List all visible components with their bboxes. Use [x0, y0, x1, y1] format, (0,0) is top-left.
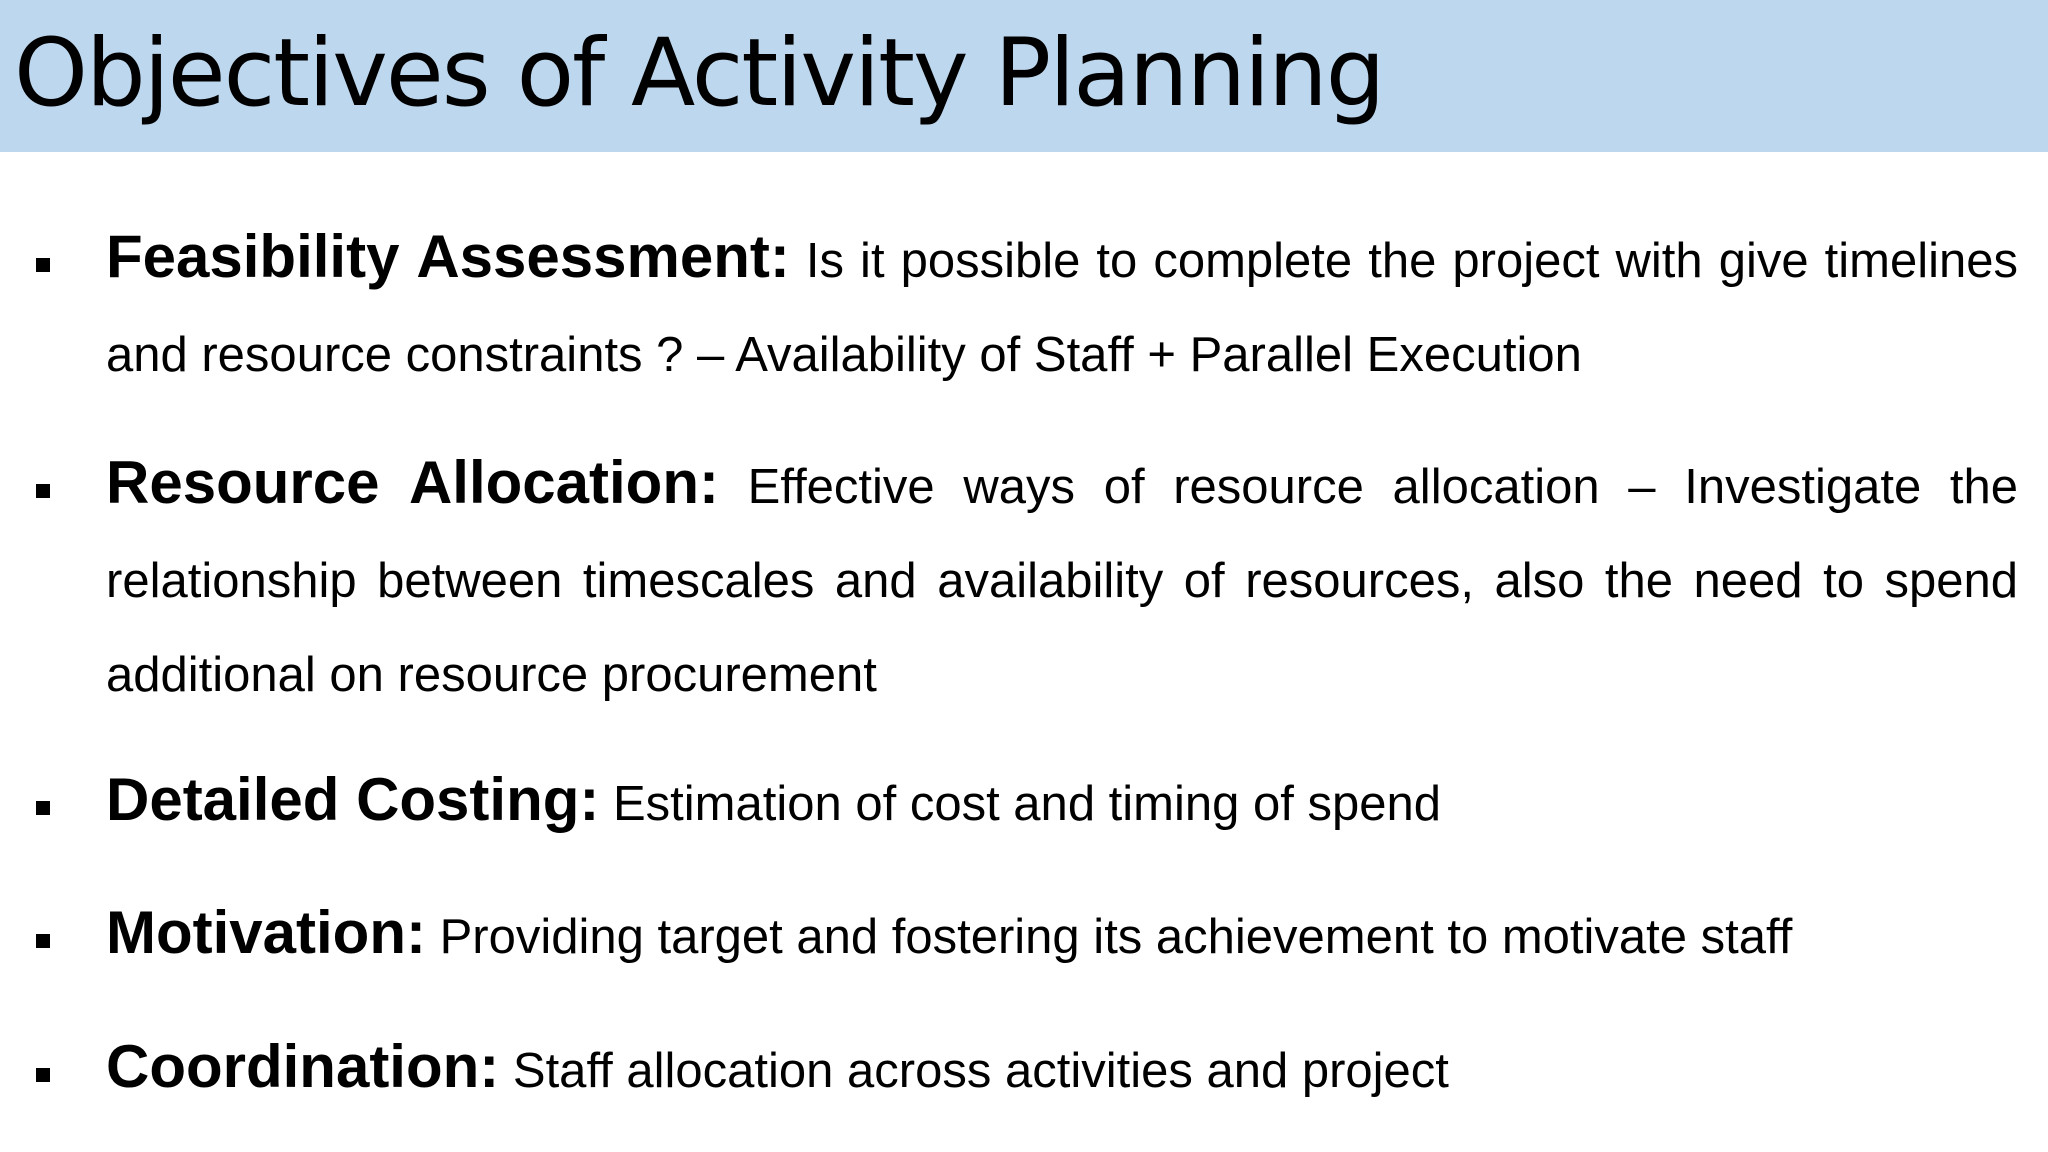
bullet-text	[106, 753, 2018, 851]
bullet-term: Detailed Costing:	[106, 766, 600, 833]
bullet-text	[106, 1020, 2018, 1118]
bullet-term: Coordination:	[106, 1033, 500, 1100]
square-bullet-icon	[36, 1068, 50, 1082]
bullet-text	[106, 436, 2018, 722]
bullet-description: Estimation of cost and timing of spend	[612, 777, 1441, 831]
bullet-description: Staff allocation across activities and project	[512, 1044, 1449, 1098]
bullet-term: Resource Allocation:	[106, 449, 719, 516]
square-bullet-icon	[36, 484, 50, 498]
bullet-description: Effective ways of resource allocation – Investigate the relationship between timescales and availability of resources, also the need to spend additional on resource procurement	[106, 460, 2018, 702]
bullet-term: Motivation:	[106, 899, 426, 966]
square-bullet-icon	[36, 258, 50, 272]
bullet-text	[106, 886, 2018, 984]
slide-title: Objectives of Activity Planning	[14, 19, 1384, 128]
square-bullet-icon	[36, 801, 50, 815]
bullet-description: Providing target and fostering its achievement to motivate staff	[439, 910, 1793, 964]
bullet-description: Is it possible to complete the project with give timelines and resource constraints ? – Availability of Staff + Parallel Execution	[106, 234, 2018, 382]
bullet-text	[106, 210, 2018, 402]
bullet-term: Feasibility Assessment:	[106, 223, 790, 290]
square-bullet-icon	[36, 934, 50, 948]
